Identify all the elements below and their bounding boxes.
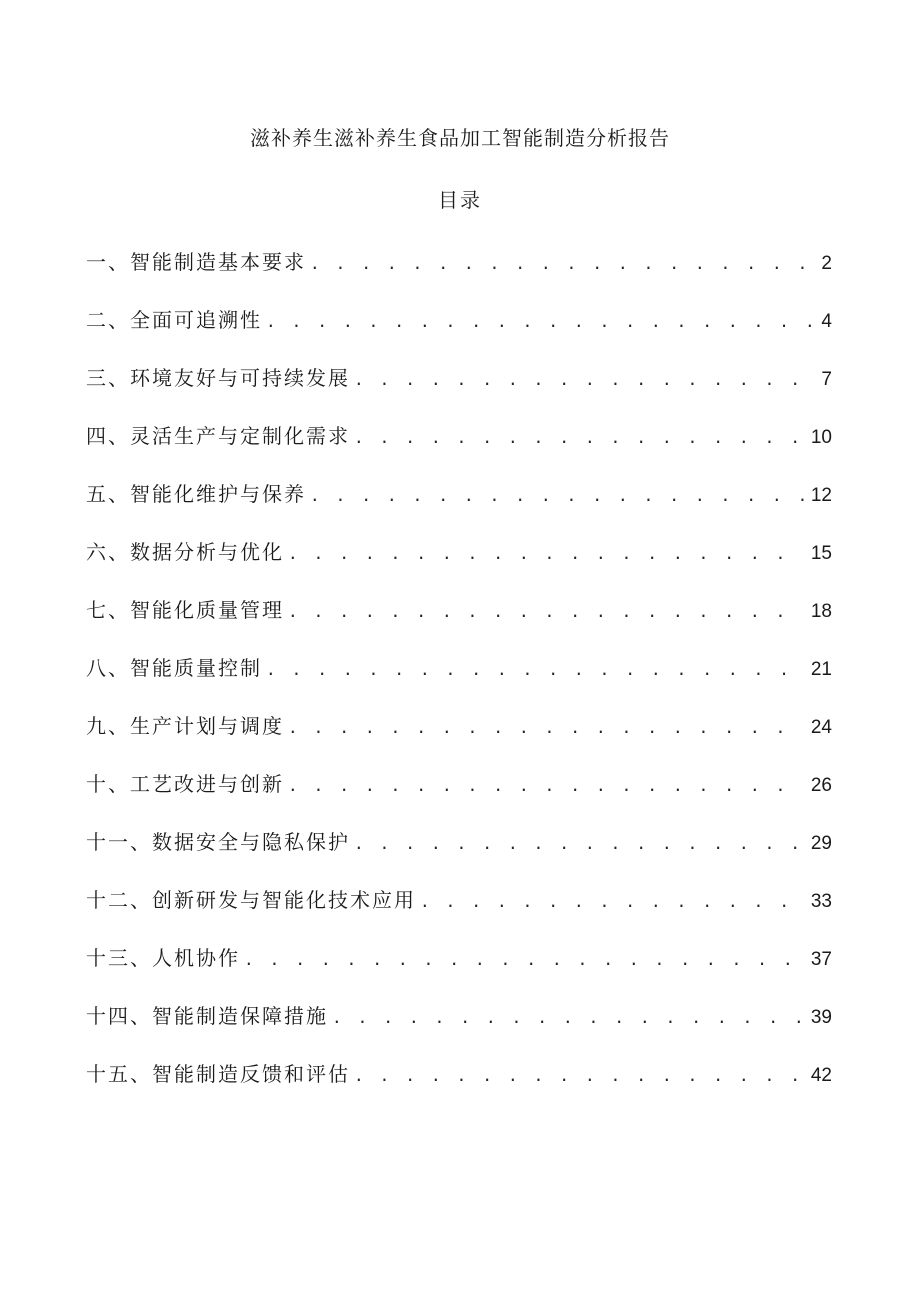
toc-entry-label: 九、生产计划与调度 xyxy=(86,714,284,738)
toc-entry-label: 二、全面可追溯性 xyxy=(86,308,262,332)
toc-entry-page: 2 xyxy=(821,253,832,274)
toc-entry[interactable] xyxy=(86,593,832,651)
toc-entry-page: 10 xyxy=(810,427,832,448)
toc-entry-page: 33 xyxy=(810,891,832,912)
dot-leader xyxy=(420,885,805,919)
toc-entry[interactable] xyxy=(86,245,832,303)
toc-entry-page: 42 xyxy=(810,1065,832,1086)
toc-entry-label: 十五、智能制造反馈和评估 xyxy=(86,1062,350,1086)
toc-entry[interactable] xyxy=(86,535,832,593)
toc-entry-page: 29 xyxy=(810,833,832,854)
toc-entry-page: 26 xyxy=(810,775,832,796)
toc-entry-page: 7 xyxy=(821,369,832,390)
toc-entry-label: 三、环境友好与可持续发展 xyxy=(86,366,350,390)
toc-entry-label: 四、灵活生产与定制化需求 xyxy=(86,424,350,448)
toc-entry[interactable] xyxy=(86,651,832,709)
toc-entry[interactable] xyxy=(86,477,832,535)
toc-entry-label: 十二、创新研发与智能化技术应用 xyxy=(86,888,416,912)
toc-entry-page: 12 xyxy=(810,485,832,506)
dot-leader xyxy=(354,1059,805,1093)
dot-leader xyxy=(288,711,805,745)
dot-leader xyxy=(310,247,815,281)
dot-leader xyxy=(310,479,805,513)
document-title: 滋补养生滋补养生食品加工智能制造分析报告 xyxy=(250,126,670,150)
toc-entry[interactable] xyxy=(86,419,832,477)
dot-leader xyxy=(288,769,805,803)
dot-leader xyxy=(266,305,815,339)
toc-entry-page: 37 xyxy=(810,949,832,970)
toc-entry-page: 24 xyxy=(810,717,832,738)
toc-entry[interactable] xyxy=(86,767,832,825)
toc-entry[interactable] xyxy=(86,825,832,883)
toc-entry-label: 十三、人机协作 xyxy=(86,946,240,970)
dot-leader xyxy=(354,363,815,397)
toc-entry[interactable] xyxy=(86,999,832,1057)
toc-entry-label: 十、工艺改进与创新 xyxy=(86,772,284,796)
toc-entry-page: 39 xyxy=(810,1007,832,1028)
toc-entry-label: 七、智能化质量管理 xyxy=(86,598,284,622)
toc-entry-label: 一、智能制造基本要求 xyxy=(86,250,306,274)
dot-leader xyxy=(332,1001,805,1035)
toc-entry[interactable] xyxy=(86,1057,832,1115)
toc-entry[interactable] xyxy=(86,709,832,767)
toc-entry[interactable] xyxy=(86,361,832,419)
toc-entry-page: 4 xyxy=(821,311,832,332)
toc-entry-page: 21 xyxy=(810,659,832,680)
toc-entry-label: 十四、智能制造保障措施 xyxy=(86,1004,328,1028)
dot-leader xyxy=(288,595,805,629)
toc-entry-label: 八、智能质量控制 xyxy=(86,656,262,680)
toc-entry-page: 15 xyxy=(810,543,832,564)
toc-entry[interactable] xyxy=(86,941,832,999)
toc-entry-label: 六、数据分析与优化 xyxy=(86,540,284,564)
dot-leader xyxy=(244,943,805,977)
dot-leader xyxy=(288,537,805,571)
toc-heading: 目录 xyxy=(438,188,482,212)
dot-leader xyxy=(354,827,805,861)
dot-leader xyxy=(354,421,805,455)
dot-leader xyxy=(266,653,805,687)
toc-entry-label: 十一、数据安全与隐私保护 xyxy=(86,830,350,854)
table-of-contents xyxy=(86,245,832,1115)
toc-entry-page: 18 xyxy=(810,601,832,622)
toc-entry[interactable] xyxy=(86,883,832,941)
toc-entry[interactable] xyxy=(86,303,832,361)
toc-entry-label: 五、智能化维护与保养 xyxy=(86,482,306,506)
